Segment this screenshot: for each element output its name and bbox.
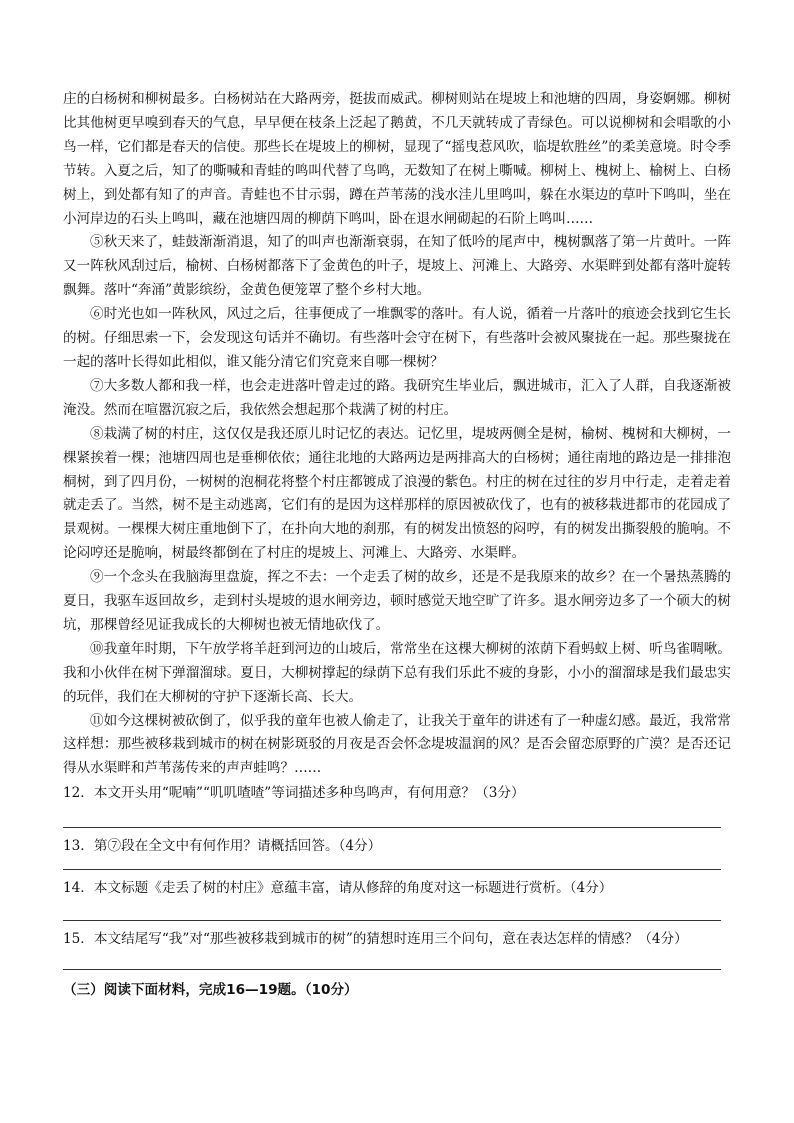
section-heading: （三）阅读下面材料，完成16—19题。（10分） — [63, 982, 358, 999]
article-paragraph-8: ⑧栽满了树的村庄，这仅仅是我还原儿时记忆的表达。记忆里，堤坡两侧全是树，榆树、槐树和大柳树，一棵紧挨着一棵；池塘四周也是垂柳依依；通往北地的大路两边是两排高大的白杨树；通往南地的路边是一排排泡桐树，到了四月份，一树树的泡桐花将整个村庄都镀成了浪漫的紫色。村庄的树在过往的岁月中行走，走着走着就走丢了。当然，树不是主动逃离，它们有的是因为这样那样的原因被砍伐了，也有的被移栽进都市的花园成了景观树。一棵棵大树庄重地倒下了，在扑向大地的刹那，有的树发出愤怒的闷哼，有的树发出撕裂般的脆响。不论闷哼还是脆响，树最终都倒在了村庄的堤坡上、河滩上、大路旁、水渠畔。 — [63, 425, 731, 562]
article-paragraph-9: ⑨一个念头在我脑海里盘旋，挥之不去：一个走丢了树的故乡，还是不是我原来的故乡？在一个暑热蒸腾的夏日，我驱车返回故乡，走到村头堤坡的退水闸旁边，顿时感觉天地空旷了许多。退水闸旁边多了一个硕大的树坑，那棵曾经见证我成长的大柳树也被无情地砍伐了。 — [63, 569, 731, 633]
article-paragraph-10: ⑩我童年时期，下午放学将羊赶到河边的山坡后，常常坐在这棵大柳树的浓荫下看蚂蚁上树、听鸟雀啁啾。我和小伙伴在树下弹溜溜球。夏日，大柳树撑起的绿荫下总有我们乐此不疲的身影，小小的溜溜球是我们最忠实的玩伴，我们在大柳树的守护下逐渐长高、长大。 — [63, 640, 731, 705]
question-15: 15．本文结尾写“我”对“那些被移栽到城市的树”的猜想时连用三个问句，意在表达怎样的情感？（4分） — [63, 931, 688, 948]
question-14: 14．本文标题《走丢了树的村庄》意蕴丰富，请从修辞的角度对这一标题进行赏析。（4分） — [63, 880, 613, 897]
article-paragraph-11: ⑪如今这棵树被砍倒了，似乎我的童年也被人偷走了，让我关于童年的讲述有了一种虚幻感。最近，我常常这样想：那些被移栽到城市的树在树影斑驳的月夜是否会怀念堤坡温润的风？是否会留恋原野的广漠？是否还记得从水渠畔和芦苇荡传来的声声蛙鸣？…… — [63, 712, 731, 777]
exam-page — [63, 88, 731, 1000]
article-paragraph-continued: 庄的白杨树和柳树最多。白杨树站在大路两旁，挺拔而威武。柳树则站在堤坡上和池塘的四周，身姿婀娜。柳树比其他树更早嗅到春天的气息，早早便在枝条上泛起了鹅黄，不几天就转成了青绿色。可以说柳树和会唱歌的小鸟一样，它们都是春天的信使。那些长在堤坡上的柳树，显现了“摇曳惹风吹，临堤软胜丝”的柔美意境。时令季节转。入夏之后，知了的嘶喊和青蛙的鸣叫代替了鸟鸣，无数知了在树上嘶喊。柳树上、槐树上、榆树上、白杨树上，到处都有知了的声音。青蛙也不甘示弱，蹲在芦苇荡的浅水洼儿里鸣叫，躲在水渠边的草叶下鸣叫，坐在小河岸边的石头上鸣叫，藏在池塘四周的柳荫下鸣叫，卧在退水闸砌起的石阶上鸣叫…… — [63, 91, 731, 227]
article-paragraph-6: ⑥时光也如一阵秋风，风过之后，往事便成了一堆飘零的落叶。有人说，循着一片落叶的痕迹会找到它生长的树。仔细思索一下，会发现这句话并不确切。有些落叶会守在树下，有些落叶会被风聚拢在一起。那些聚拢在一起的落叶长得如此相似，谁又能分清它们究竟来自哪一棵树？ — [63, 306, 731, 370]
question-12: 12．本文开头用“呢喃”“叽叽喳喳”等词描述多种鸟鸣声，有何用意？（3分） — [63, 785, 525, 802]
article-paragraph-7: ⑦大多数人都和我一样，也会走进落叶曾走过的路。我研究生毕业后，飘进城市，汇入了人群，自我逐渐被淹没。然而在喧嚣沉寂之后，我依然会想起那个栽满了树的村庄。 — [63, 377, 731, 418]
article-paragraph-5: ⑤秋天来了，蛙鼓渐渐消退，知了的叫声也渐渐衰弱，在知了低吟的尾声中，槐树飘落了第一片黄叶。一阵又一阵秋风刮过后，榆树、白杨树都落下了金黄色的叶子，堤坡上、河滩上、大路旁、水渠畔到处都有落叶旋转飘舞。落叶“奔涌”黄影缤纷，金黄色便笼罩了整个乡村大地。 — [63, 234, 731, 299]
question-13: 13．第⑦段在全文中有何作用？请概括回答。（4分） — [63, 838, 382, 855]
